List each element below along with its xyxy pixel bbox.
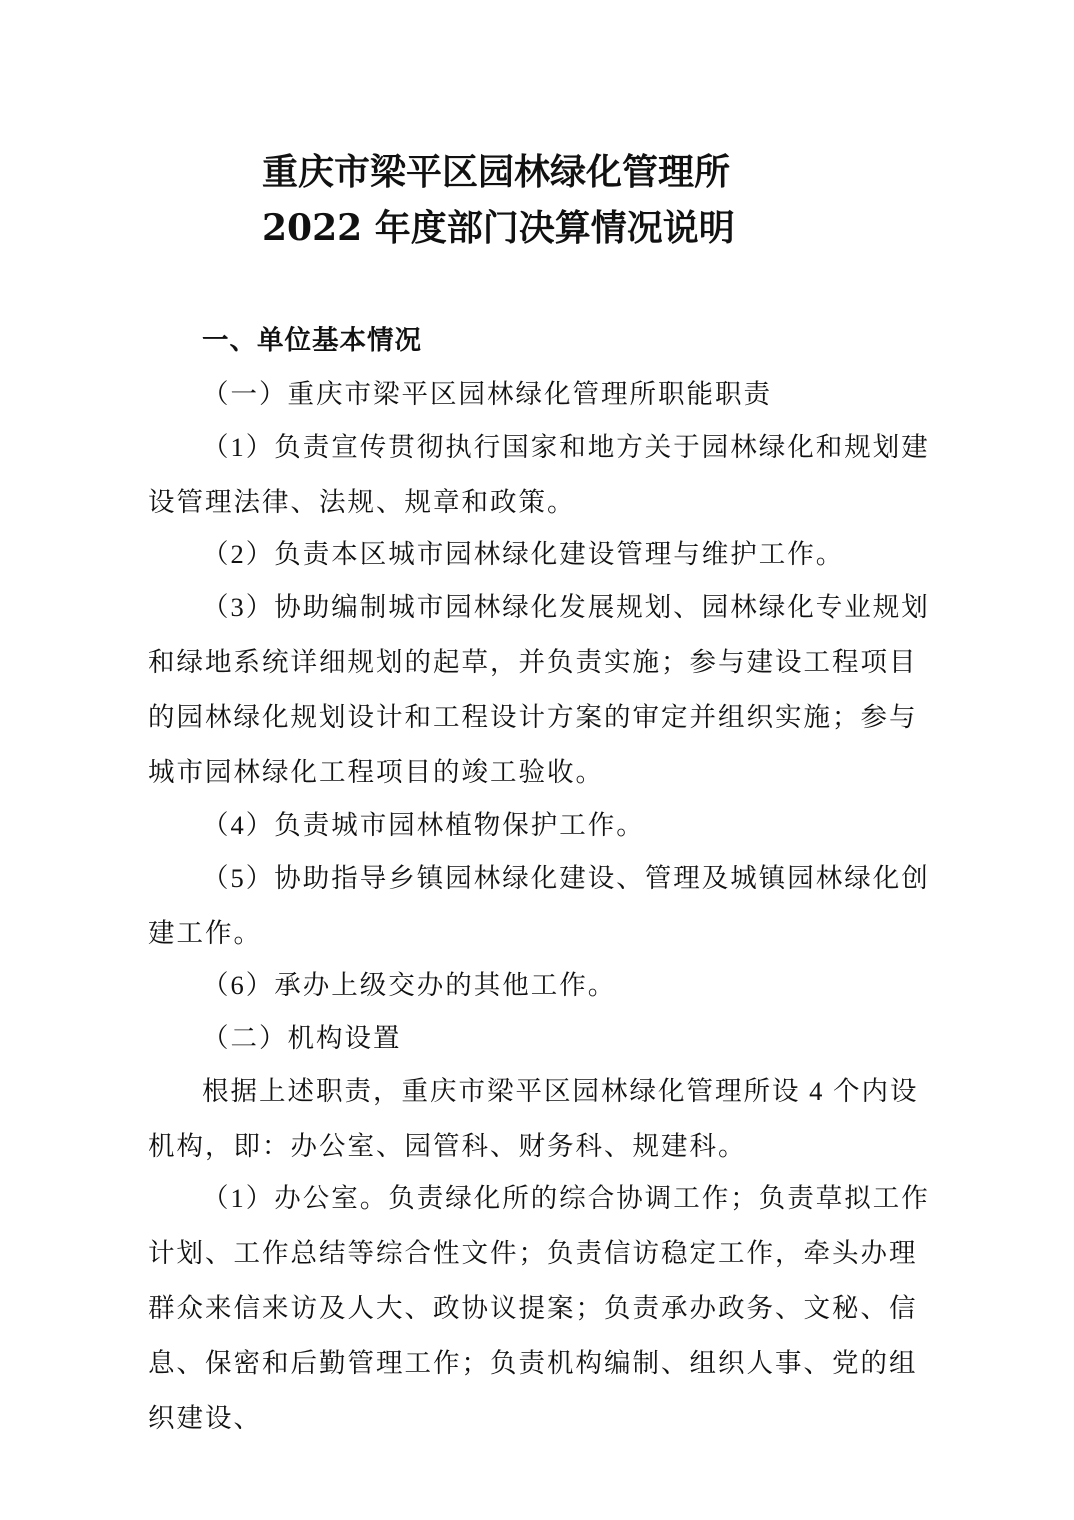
subsection-heading-2: （二）机构设置 [202, 1023, 402, 1054]
section-heading-1: 一、单位基本情况 [202, 325, 422, 356]
document-title-line-1: 重庆市梁平区园林绿化管理所 [262, 151, 731, 193]
paragraph-duty-2: （2）负责本区城市园林绿化建设管理与维护工作。 [202, 539, 845, 569]
subsection-heading-1: （一）重庆市梁平区园林绿化管理所职能职责 [202, 379, 772, 410]
paragraph-duty-1: （1）负责宣传贯彻执行国家和地方关于园林绿化和规划建设管理法律、法规、规章和政策。 [148, 432, 930, 517]
paragraph-duty-4: （4）负责城市园林植物保护工作。 [202, 810, 645, 840]
paragraph-office: （1）办公室。负责绿化所的综合协调工作；负责草拟工作计划、工作总结等综合性文件；负责信访稳定工作，牵头办理群众来信来访及人大、政协议提案；负责承办政务、文秘、信息、保密和后勤管理工作；负责机构编制、组织人事、党的组织建设、 [148, 1183, 930, 1433]
document-title-line-2: 2022 年度部门决算情况说明 [262, 207, 735, 249]
paragraph-structure: 根据上述职责，重庆市梁平区园林绿化管理所设 4 个内设机构，即：办公室、园管科、财务科、规建科。 [148, 1076, 919, 1161]
paragraph-duty-5: （5）协助指导乡镇园林绿化建设、管理及城镇园林绿化创建工作。 [148, 863, 930, 948]
paragraph-duty-3: （3）协助编制城市园林绿化发展规划、园林绿化专业规划和绿地系统详细规划的起草，并负责实施；参与建设工程项目的园林绿化规划设计和工程设计方案的审定并组织实施；参与城市园林绿化工程项目的竣工验收。 [148, 592, 930, 787]
paragraph-duty-6: （6）承办上级交办的其他工作。 [202, 970, 617, 1000]
